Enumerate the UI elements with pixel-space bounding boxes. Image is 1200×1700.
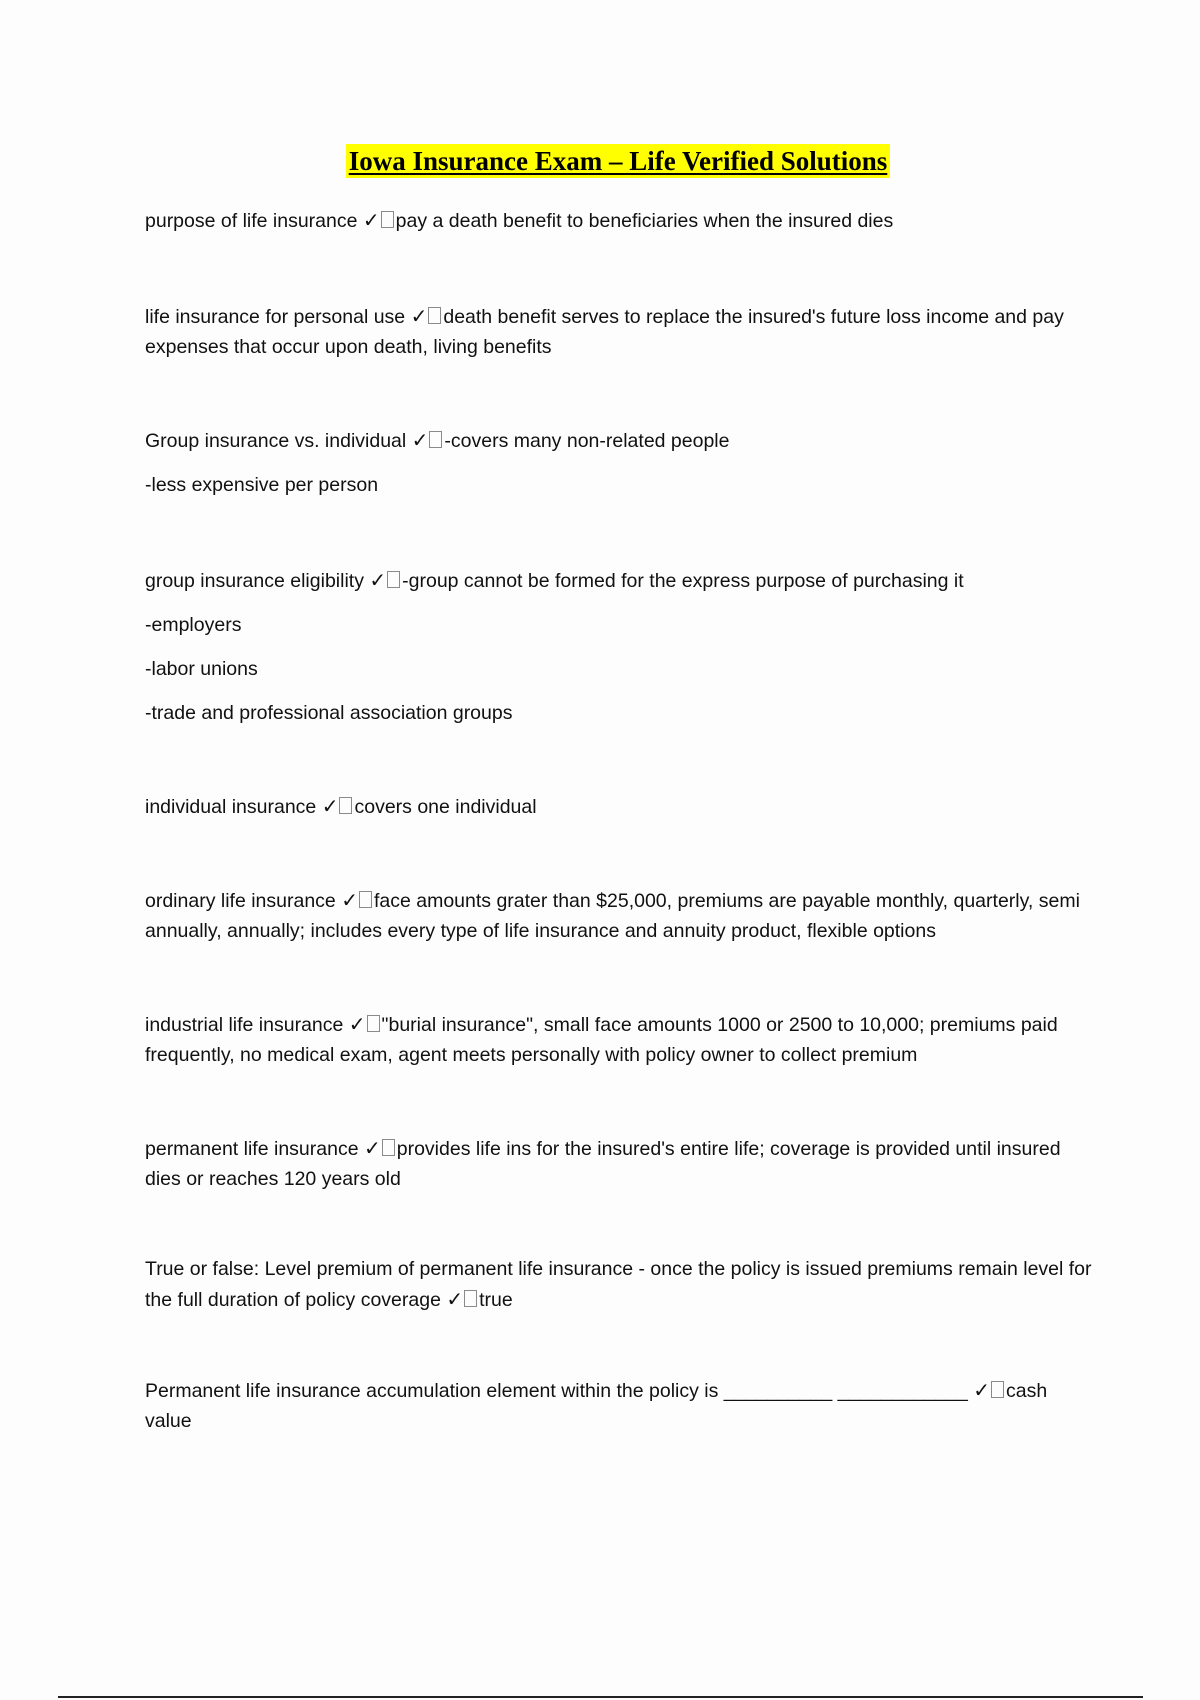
check-icon: ✓	[369, 568, 387, 592]
check-icon: ✓	[362, 208, 380, 232]
qa-line	[145, 301, 1095, 362]
box-glyph-icon	[429, 431, 442, 448]
answer-text: cash value	[145, 1380, 1053, 1432]
answer-text: true	[479, 1289, 513, 1311]
qa-item	[145, 1009, 1095, 1070]
check-icon: ✓	[341, 888, 358, 912]
qa-line	[145, 791, 1095, 822]
question-text: individual insurance	[145, 796, 322, 818]
question-text: ordinary life insurance	[145, 890, 342, 912]
box-glyph-icon	[381, 211, 394, 228]
qa-line	[145, 1375, 1095, 1436]
check-icon: ✓	[446, 1287, 464, 1311]
qa-item	[145, 1254, 1095, 1315]
answer-text: "burial insurance", small face amounts 1000 or 2500 to 10,000; premiums paid frequently, no medical exam, agent meets personally with policy owner to collect premium	[145, 1014, 1064, 1066]
box-glyph-icon	[387, 571, 400, 588]
qa-line	[145, 1133, 1095, 1194]
question-text: permanent life insurance	[145, 1138, 364, 1160]
box-glyph-icon	[464, 1290, 477, 1307]
qa-item	[145, 791, 1095, 822]
box-glyph-icon	[991, 1381, 1004, 1398]
qa-line	[145, 565, 1095, 596]
box-glyph-icon	[359, 891, 372, 908]
answer-text: -covers many non-related people	[444, 430, 730, 452]
answer-text: face amounts grater than $25,000, premiums are payable monthly, quarterly, semi annually, annually; includes every type of life insurance and annuity product, flexible options	[145, 890, 1086, 942]
qa-item	[145, 565, 1095, 728]
question-text: Permanent life insurance accumulation element within the policy is __________ ____________	[145, 1380, 974, 1402]
box-glyph-icon	[382, 1139, 395, 1156]
box-glyph-icon	[339, 797, 352, 814]
footer-divider	[58, 1696, 1143, 1698]
check-icon: ✓	[410, 304, 428, 328]
answer-text: provides life ins for the insured's entire life; coverage is provided until insured dies or reaches 120 years old	[145, 1138, 1066, 1190]
answer-text: covers one individual	[354, 796, 537, 818]
question-text: True or false: Level premium of permanent life insurance - once the policy is issued premiums remain level for the full duration of policy coverage	[145, 1258, 1097, 1311]
check-icon: ✓	[363, 1136, 381, 1160]
qa-item	[145, 885, 1095, 946]
answer-extra-line: -labor unions	[145, 658, 258, 680]
box-glyph-icon	[428, 307, 441, 324]
check-icon: ✓	[973, 1378, 990, 1402]
question-text: industrial life insurance	[145, 1014, 349, 1036]
qa-list	[145, 205, 1095, 1436]
qa-line	[145, 425, 1095, 456]
qa-line	[145, 205, 1095, 236]
title-container	[0, 144, 1200, 178]
qa-item	[145, 1375, 1095, 1436]
check-icon: ✓	[411, 428, 429, 452]
question-text: purpose of life insurance	[145, 210, 363, 232]
question-text: Group insurance vs. individual	[145, 430, 412, 452]
answer-extra-line: -trade and professional association groups	[145, 702, 513, 724]
question-text: life insurance for personal use	[145, 306, 411, 328]
qa-line	[145, 1009, 1095, 1070]
qa-line	[145, 885, 1095, 946]
answer-extra-line: -employers	[145, 614, 242, 636]
document-title: Iowa Insurance Exam – Life Verified Solutions	[346, 144, 891, 178]
answer-text: death benefit serves to replace the insured's future loss income and pay expenses that occur upon death, living benefits	[145, 306, 1070, 358]
answer-text: -group cannot be formed for the express purpose of purchasing it	[402, 570, 964, 592]
qa-item	[145, 425, 1095, 500]
answer-extra-line: -less expensive per person	[145, 474, 379, 496]
qa-item	[145, 301, 1095, 362]
check-icon: ✓	[348, 1012, 366, 1036]
answer-text: pay a death benefit to beneficiaries when the insured dies	[395, 210, 894, 232]
box-glyph-icon	[367, 1015, 380, 1032]
qa-item	[145, 1133, 1095, 1194]
qa-line	[145, 1254, 1095, 1315]
check-icon: ✓	[321, 794, 339, 818]
question-text: group insurance eligibility	[145, 570, 370, 592]
qa-item	[145, 205, 1095, 236]
